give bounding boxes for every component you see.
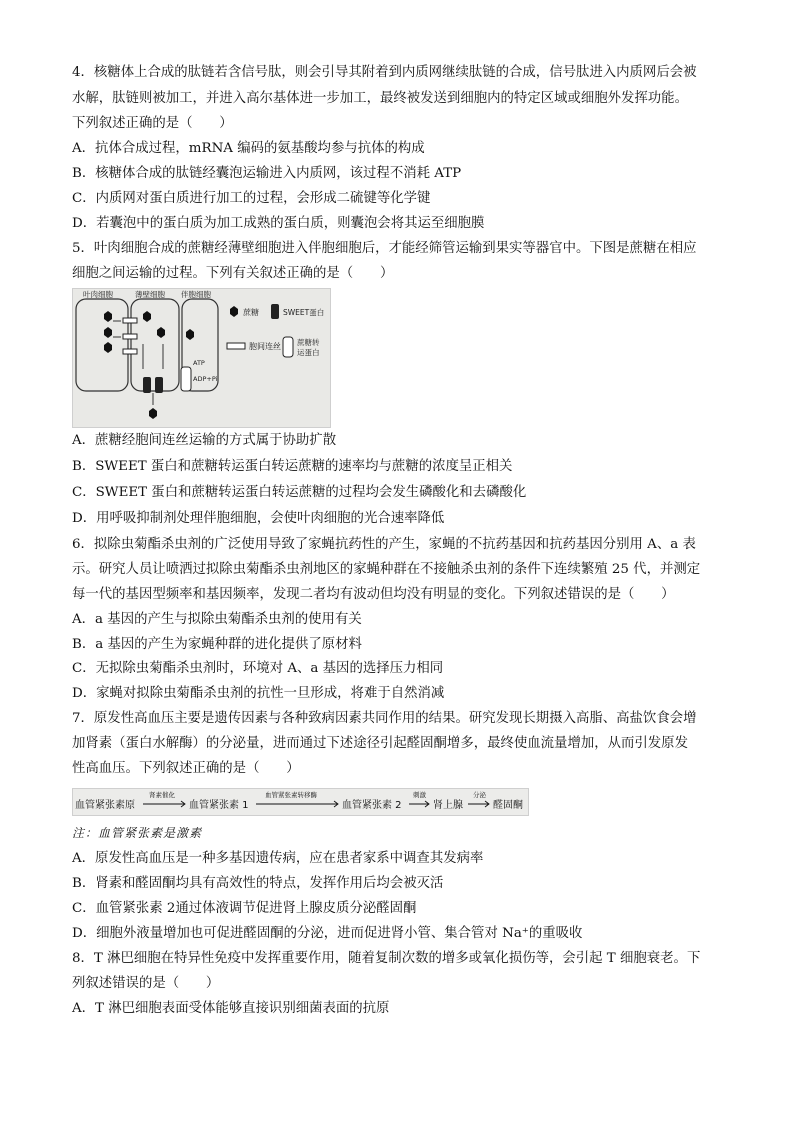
label-parenchyma-cell: 薄壁细胞 (135, 290, 165, 299)
pathway-edge-renin: 肾素催化 (149, 791, 175, 799)
q4-stem-line-2: 水解，肽链则被加工，并进入高尔基体进一步加工，最终被发送到细胞内的特定区域或细胞外发挥功能。 (72, 91, 688, 106)
q6-stem-line-2: 示。研究人员让喷洒过拟除虫菊酯杀虫剂地区的家蝇种群在不接触杀虫剂的条件下连续繁殖 25 代，并测定 (72, 562, 701, 577)
sucrose-molecules (104, 311, 194, 419)
pathway-edge-secrete: 分泌 (473, 791, 486, 799)
mesophyll-cell (76, 299, 128, 391)
pathway-node-adrenal-gland: 肾上腺 (433, 800, 463, 811)
q4-option-d: D．若囊泡中的蛋白质为加工成熟的蛋白质，则囊泡会将其运至细胞膜 (72, 216, 485, 231)
flow-arrows (113, 321, 163, 405)
pathway-edge-stimulate: 刺激 (413, 791, 426, 799)
q7-stem-line-3: 性高血压。下列叙述正确的是（ ） (72, 761, 300, 776)
pathway-edge-ace: 血管紧张素转移酶 (265, 791, 317, 799)
q7-option-a: A．原发性高血压是一种多基因遗传病，应在患者家系中调查其发病率 (72, 851, 484, 866)
pathway-node-angiotensinogen: 血管紧张素原 (75, 800, 135, 811)
q4-option-b: B．核糖体合成的肽链经囊泡运输进入内质网，该过程不消耗 ATP (72, 166, 462, 181)
q7-option-d: D．细胞外液量增加也可促进醛固酮的分泌，进而促进肾小管、集合管对 Na⁺的重吸收 (72, 926, 583, 941)
q5-stem-line-1: 5．叶肉细胞合成的蔗糖经薄壁细胞进入伴胞细胞后，才能经筛管运输到果实等器官中。下图是蔗糖在相应 (72, 241, 697, 256)
sucrose-transporter (181, 367, 191, 391)
q5-stem-line-2: 细胞之间运输的过程。下列有关叙述正确的是（ ） (72, 266, 394, 281)
label-mesophyll-cell: 叶肉细胞 (83, 290, 113, 299)
sucrose-transport-figure (72, 288, 331, 428)
q7-stem-line-1: 7．原发性高血压主要是遗传因素与各种致病因素共同作用的结果。研究发现长期摄入高脂、高盐饮食会增 (72, 711, 697, 726)
q4-option-c: C．内质网对蛋白质进行加工的过程，会形成二硫键等化学键 (72, 191, 431, 206)
atp-label: ATP (193, 359, 205, 367)
figure-legend (227, 304, 324, 357)
q6-option-d: D．家蝇对拟除虫菊酯杀虫剂的抗性一旦形成，将难于自然消减 (72, 686, 445, 701)
q5-option-a: A．蔗糖经胞间连丝运输的方式属于协助扩散 (72, 433, 337, 448)
q5-option-b: B．SWEET 蛋白和蔗糖转运蛋白转运蔗糖的速率均与蔗糖的浓度呈正相关 (72, 459, 513, 474)
q8-stem-line-2: 列叙述错误的是（ ） (72, 976, 220, 991)
sucrose-transport-diagram (73, 289, 330, 427)
q6-option-b: B．a 基因的产生为家蝇种群的进化提供了原材料 (72, 637, 362, 652)
hormone-pathway-figure (72, 788, 529, 816)
adp-label: ADP+Pi (193, 375, 218, 383)
q7-figure-note: 注：血管紧张素是激素 (72, 826, 203, 840)
legend-transporter-line-1: 蔗糖转 (297, 338, 320, 347)
legend-transporter-line-2: 运蛋白 (297, 348, 320, 357)
legend-plasmodesmata: 胞间连丝 (249, 342, 281, 351)
q4-stem-line-3: 下列叙述正确的是（ ） (72, 116, 233, 131)
q8-stem-line-1: 8．T 淋巴细胞在特异性免疫中发挥重要作用，随着复制次数的增多或氧化损伤等，会引起 T 细胞衰老。下 (72, 951, 701, 966)
q6-stem-line-1: 6．拟除虫菊酯杀虫剂的广泛使用导致了家蝇抗药性的产生，家蝇的不抗药基因和抗药基因分别用 A、a 表 (72, 537, 696, 552)
parenchyma-cell (131, 299, 179, 391)
label-companion-cell: 伴胞细胞 (181, 290, 211, 299)
q5-option-d: D．用呼吸抑制剂处理伴胞细胞，会使叶肉细胞的光合速率降低 (72, 511, 445, 526)
q4-option-a: A．抗体合成过程，mRNA 编码的氨基酸均参与抗体的构成 (72, 141, 425, 156)
legend-sweet: SWEET蛋白 (283, 308, 325, 317)
q4-stem-line-1: 4．核糖体上合成的肽链若含信号肽，则会引导其附着到内质网继续肽链的合成，信号肽进入内质网后会被 (72, 65, 697, 80)
q8-option-a: A．T 淋巴细胞表面受体能够直接识别细菌表面的抗原 (72, 1001, 390, 1016)
legend-sucrose: 蔗糖 (243, 308, 259, 317)
q6-option-c: C．无拟除虫菊酯杀虫剂时，环境对 A、a 基因的选择压力相同 (72, 661, 444, 676)
q6-option-a: A．a 基因的产生与拟除虫菊酯杀虫剂的使用有关 (72, 612, 362, 627)
hormone-pathway-diagram (73, 789, 528, 815)
pathway-node-angiotensin-1: 血管紧张素 1 (189, 800, 249, 811)
q5-option-c: C．SWEET 蛋白和蔗糖转运蛋白转运蔗糖的过程均会发生磷酸化和去磷酸化 (72, 485, 527, 500)
q7-option-b: B．肾素和醛固酮均具有高效性的特点，发挥作用后均会被灭活 (72, 876, 444, 891)
q6-stem-line-3: 每一代的基因型频率和基因频率，发现二者均有波动但均没有明显的变化。下列叙述错误的是（ ） (72, 587, 675, 602)
q7-option-c: C．血管紧张素 2通过体液调节促进肾上腺皮质分泌醛固酮 (72, 901, 417, 916)
q7-stem-line-2: 加肾素（蛋白水解酶）的分泌量，进而通过下述途径引起醛固酮增多，最终使血流量增加，从而引发原发 (72, 736, 688, 751)
plasmodesmata (123, 318, 137, 354)
pathway-node-angiotensin-2: 血管紧张素 2 (342, 800, 402, 811)
pathway-node-aldosterone: 醛固酮 (493, 800, 523, 811)
